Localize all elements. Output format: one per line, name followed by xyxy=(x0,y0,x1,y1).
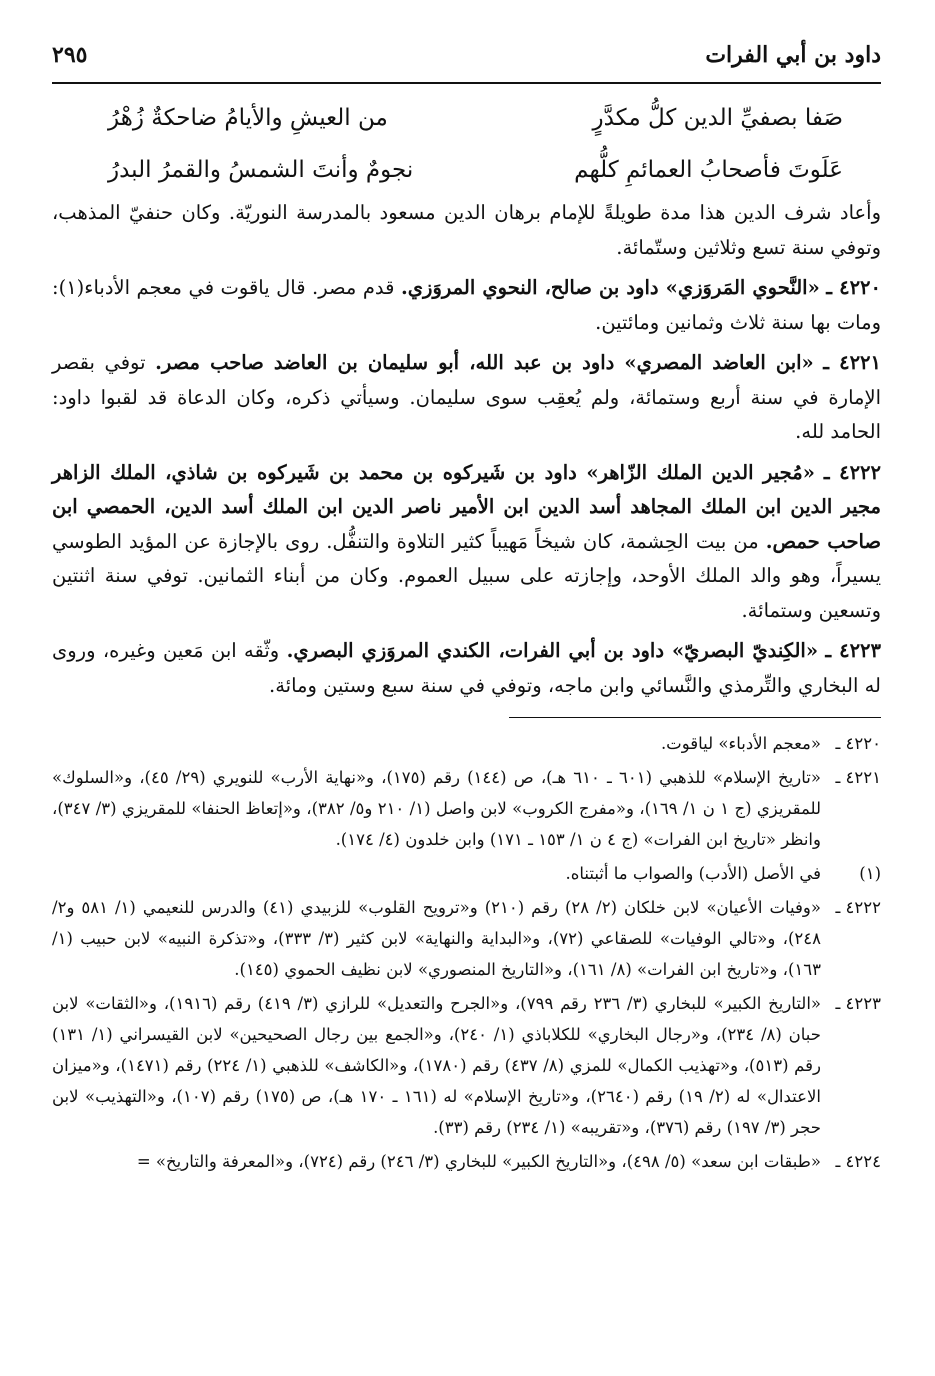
entry-heading: «ابن العاضد المصري» داود بن عبد الله، أبو سليمان بن العاضد صاحب مصر. xyxy=(155,351,814,374)
entry-paragraph xyxy=(52,271,881,340)
footnote-number: ٤٢٢٤ ـ xyxy=(835,1152,881,1171)
book-page xyxy=(52,42,881,1376)
entry-heading: «الكِنديّ البصريّ» داود بن أبي الفرات، الكندي المروَزي البصري. xyxy=(286,639,819,662)
entry-number: ٤٢٢٣ ـ xyxy=(825,639,882,662)
footnote-text: «طبقات ابن سعد» (٥/ ٤٩٨)، و«التاريخ الكبير» للبخاري (٣/ ٢٤٦) رقم (٧٢٤)، و«المعرفة والتاريخ» = xyxy=(136,1152,821,1171)
entry-paragraph xyxy=(52,346,881,450)
verse-line xyxy=(52,144,881,196)
verse-first-hemistich: صَفا بصفيِّ الدين كلُّ مكدَّرٍ xyxy=(592,105,843,131)
paragraph-text: وأعاد شرف الدين هذا مدة طويلةً للإمام برهان الدين مسعود بالمدرسة النوريّة. وكان حنفيّ المذهب، وتوفي سنة تسع وثلاثين وستّمائة. xyxy=(52,201,881,259)
entry-text: وثّقه ابن مَعين وغيره، وروى له البخاري والتِّرمذي والنَّسائي وابن ماجه، وتوفي في سنة سبع وستين ومائة. xyxy=(52,639,881,697)
footnotes xyxy=(52,728,881,1177)
entry-paragraph xyxy=(52,634,881,703)
verse-line xyxy=(52,92,881,144)
footnote xyxy=(52,892,881,985)
entry-heading: «النَّحوي المَروَزي» داود بن صالح، النحوي المروَزي. xyxy=(401,276,820,299)
footnote-text: «التاريخ الكبير» للبخاري (٣/ ٢٣٦ رقم ٧٩٩)، و«الجرح والتعديل» للرازي (٣/ ٤١٩) رقم (١٩١٦)، و«الثقات» لابن حبان (٨/ ٢٣٤)، و«رجال البخاري» للكلاباذي (١/ ٢٤٠)، و«الجمع بين رجال الصحيحين» لابن القيسراني (١/ ١٣١) رقم (٥١٣)، و«تهذيب الكمال» للمزي (٨/ ٤٣٧) رقم (١٧٨٠)، و«الكاشف» للذهبي (١/ ٢٢٤) رقم (١٤٧١)، و«ميزان الاعتدال» له (٢/ ١٩) رقم (٢٦٤٠)، و«تاريخ الإسلام» له (١٦١ ـ ١٧٠ هـ)، ص (١٧٥) رقم (١٠٧)، و«التهذيب» لابن حجر (٣/ ١٩٧) رقم (٣٧٦)، و«تقريبه» (١/ ٢٣٤) رقم (٣٣). xyxy=(52,994,822,1137)
verse-second-hemistich: من العيشِ والأيامُ ضاحكةٌ زُهْرُ xyxy=(108,105,388,131)
footnote-text: «وفيات الأعيان» لابن خلكان (٢/ ٢٨) رقم (٢١٠) و«ترويح القلوب» للزبيدي (٤١) والدرس للنعيمي (١/ ٥٨١ و٢/ ٢٤٨)، و«تالي الوفيات» للصقاعي (٧٢)، و«البداية والنهاية» لابن كثير (٣/ ٣٣٣)، و«تذكرة النبيه» لابن حبيب (١/ ١٦٣)، و«تاريخ ابن الفرات» (٨/ ١٦١)، و«التاريخ المنصوري» لابن نظيف الحموي (١٤٥). xyxy=(52,898,821,979)
entry-number: ٤٢٢١ ـ xyxy=(823,351,881,374)
entry-text: من بيت الحِشمة، كان شيخاً مَهيباً كثير التلاوة والتنفُّل. روى بالإجازة عن المؤيد الطوسي يسيراً، وهو والد الملك الأوحد، وإجازته على سبيل العموم. وكان من أبناء الثمانين. توفي سنة اثنتين وتسعين وستمائة. xyxy=(52,529,881,622)
entry-number: ٤٢٢٢ ـ xyxy=(823,460,881,484)
footnote-number: ٤٢٢٣ ـ xyxy=(835,994,881,1013)
header-rule xyxy=(52,82,881,84)
footnote xyxy=(52,1146,881,1177)
entry-text: قدم مصر. قال ياقوت في معجم الأدباء(١): ومات بها سنة ثلاث وثمانين ومائتين. xyxy=(52,276,881,334)
verse-first-hemistich: عَلَوتَ فأصحابُ العمائمِ كلُّهم xyxy=(574,157,843,183)
footnote xyxy=(52,728,881,759)
footnote-number: ٤٢٢١ ـ xyxy=(835,768,881,787)
entry-text: توفي بقصر الإمارة في سنة أربع وستمائة، ولم يُعقِب سوى سليمان. وسيأتي ذكره، وكان الدعاة قد لقبوا داود: الحامد لله. xyxy=(52,351,881,443)
entry-paragraph xyxy=(52,456,881,629)
footnote-text: في الأصل (الأدب) والصواب ما أثبتناه. xyxy=(565,864,821,883)
entry-heading: «مُجير الدين الملك الزّاهر» داود بن شَيركوه بن محمد بن شَيركوه بن شاذي، الملك الزاهر مجير الدين ابن الملك المجاهد أسد الدين ابن الأمير ناصر الدين ابن الملك أسد الدين، الحمصي ابن صاحب حمص. xyxy=(52,460,882,553)
footnote-number: (١) xyxy=(859,864,881,883)
page-number: ٢٩٥ xyxy=(52,42,88,68)
footnote-number: ٤٢٢٢ ـ xyxy=(835,898,881,917)
verse-second-hemistich: نجومٌ وأنتَ الشمسُ والقمرُ البدرُ xyxy=(108,157,414,183)
footnote xyxy=(52,762,881,855)
poem-verses xyxy=(52,92,881,196)
main-text xyxy=(52,196,881,703)
running-title: داود بن أبي الفرات xyxy=(705,42,881,68)
entry-number: ٤٢٢٠ ـ xyxy=(826,276,881,299)
footnote-text: «معجم الأدباء» لياقوت. xyxy=(660,734,821,753)
footnote xyxy=(52,858,881,889)
footnote xyxy=(52,988,881,1143)
running-header xyxy=(52,42,881,82)
paragraph xyxy=(52,196,881,265)
footnote-separator xyxy=(509,717,881,718)
footnote-text: «تاريخ الإسلام» للذهبي (٦٠١ ـ ٦١٠ هـ)، ص (١٤٤) رقم (١٧٥)، و«نهاية الأرب» للنويري (٢٩/ ٤٥)، و«السلوك» للمقريزي (ج ١ ن ١/ ١٦٩)، و«مفرج الكروب» لابن واصل (١/ ٢١٠ و٥/ ٣٨٢)، و«إتعاظ الحنفا» للمقريزي (٣/ ٣٤٧)، وانظر «تاريخ ابن الفرات» (ج ٤ ن ١/ ١٥٣ ـ ١٧١) وابن خلدون (٤/ ١٧٤). xyxy=(52,768,821,849)
footnote-number: ٤٢٢٠ ـ xyxy=(835,734,881,753)
